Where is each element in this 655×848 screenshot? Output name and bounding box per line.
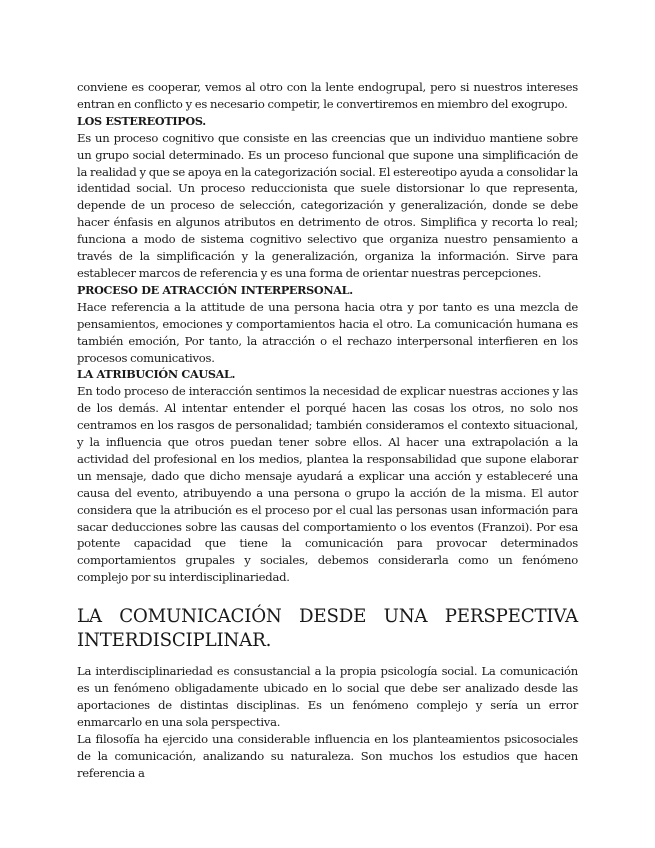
document-page	[77, 79, 578, 782]
section-body-interdisciplinar-2: La filosofía ha ejercido una considerable influencia en los planteamientos psicosociales de la comunicación, analizando su naturaleza. Son muchos los estudios que hacen referencia a	[77, 731, 578, 780]
section-body-atribucion: En todo proceso de interacción sentimos la necesidad de explicar nuestras acciones y las de los demás. Al intentar entender el porqué hacen las cosas los otros, no solo nos centramos en los rasgos de personalidad; también consideramos el contexto situacional, y la influencia que otros puedan tener sobre ellos. Al hacer una extrapolación a la actividad del profesional en los medios, plantea la responsabilidad que supone elaborar un mensaje, dado que dicho mensaje ayudará a explicar una acción y estableceré una causa del evento, atribuyendo a una persona o grupo la acción de la misma. El autor considera que la atribución es el proceso por el cual las personas usan información para sacar deducciones sobre las causas del comportamiento o los eventos (Franzoi). Por esa potente capacidad que tiene la comunicación para provocar determinados comportamientos grupales y sociales, debemos considerarla como un fenómeno complejo por su interdisciplinariedad.	[77, 384, 578, 585]
heading-spacer	[77, 653, 578, 663]
section-body-interdisciplinar-1: La interdisciplinariedad es consustancial a la propia psicología social. La comunicación es un fenómeno obligadamente ubicado en lo social que debe ser analizado desde las aportaciones de distintas disciplinas. Es un fenómeno complejo y sería un error enmarcarlo en una sola perspectiva.	[77, 664, 578, 729]
section-heading-atraccion: PROCESO DE ATRACCIÓN INTERPERSONAL.	[77, 282, 353, 297]
intro-paragraph: conviene es cooperar, vemos al otro con la lente endogrupal, pero si nuestros intereses entran en conflicto y es necesario competir, le convertiremos en miembro del exogrupo.	[77, 80, 578, 111]
section-heading-estereotipos: LOS ESTEREOTIPOS.	[77, 113, 206, 128]
section-heading-interdisciplinar: LA COMUNICACIÓN DESDE UNA PERSPECTIVA INTERDISCIPLINAR.	[77, 606, 578, 652]
section-interdisciplinar	[77, 605, 578, 781]
section-heading-atribucion: LA ATRIBUCIÓN CAUSAL.	[77, 367, 236, 382]
section-body-atraccion: Hace referencia a la attitude de una persona hacia otra y por tanto es una mezcla de pensamientos, emociones y comportamientos hacia el otro. La comunicación humana es también emoción, Por tanto, la atracción o el rechazo interpersonal interfieren en los procesos comunicativos.	[77, 299, 578, 365]
section-atraccion	[77, 282, 578, 367]
section-estereotipos	[77, 113, 578, 282]
section-atribucion	[77, 366, 578, 586]
section-body-estereotipos: Es un proceso cognitivo que consiste en las creencias que un individuo mantiene sobre un grupo social determinado. Es un proceso funcional que supone una simplificación de la realidad y que se apoya en la categorización social. El estereotipo ayuda a consolidar la identidad social. Un proceso reduccionista que suele distorsionar lo que representa, depende de un proceso de selección, categorización y generalización, donde se debe hacer énfasis en algunos atributos en detrimento de otros. Simplifica y recorta lo real; funciona a modo de sistema cognitivo selectivo que organiza nuestro pensamiento a través de la simplificación y la generalización, organiza la información. Sirve para establecer marcos de referencia y es una forma de orientar nuestras percepciones.	[77, 130, 579, 280]
